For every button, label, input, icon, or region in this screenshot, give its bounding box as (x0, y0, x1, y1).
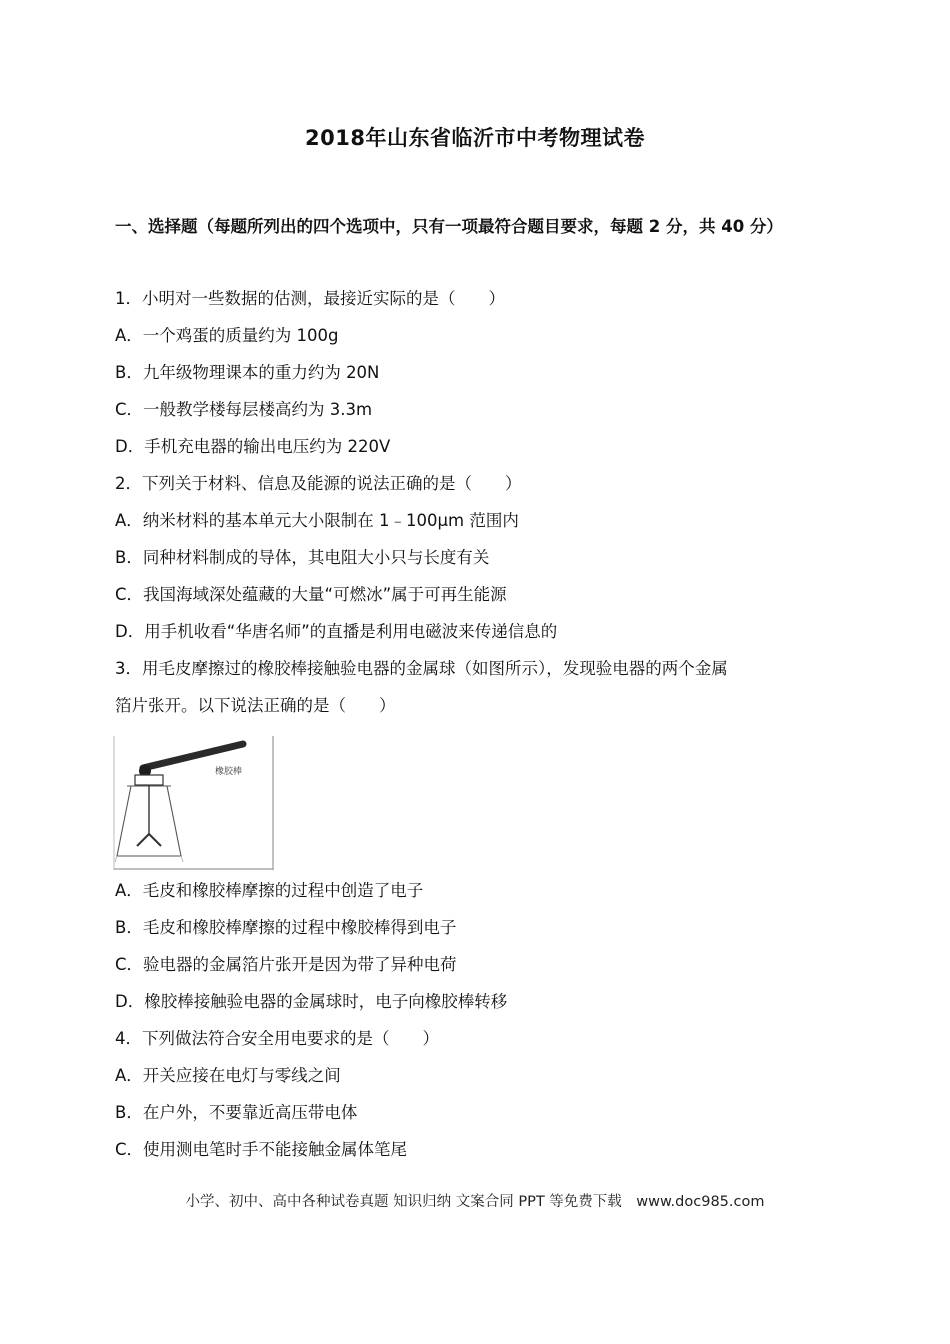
page-title: 2018年山东省临沂市中考物理试卷 (305, 126, 645, 150)
question-4: 4．下列做法符合安全用电要求的是（ ） (115, 1029, 439, 1048)
q2-option-a: A．纳米材料的基本单元大小限制在 1﹣100μm 范围内 (115, 511, 519, 530)
footer-text: 小学、初中、高中各种试卷真题 知识归纳 文案合同 PPT 等免费下载 www.doc985.com (185, 1194, 765, 1210)
q1-option-d: D．手机充电器的输出电压约为 220V (115, 437, 391, 456)
question-3: 3．用毛皮摩擦过的橡胶棒接触验电器的金属球（如图所示），发现验电器的两个金属 (115, 659, 728, 678)
q4-option-b: B．在户外，不要靠近高压带电体 (115, 1103, 358, 1122)
electroscope-illustration (113, 736, 275, 870)
q4-option-c: C．使用测电笔时手不能接触金属体笔尾 (115, 1140, 408, 1159)
q3-option-d: D．橡胶棒接触验电器的金属球时，电子向橡胶棒转移 (115, 992, 508, 1011)
q3-option-c: C．验电器的金属箔片张开是因为带了异种电荷 (115, 955, 457, 974)
q4-option-a: A．开关应接在电灯与零线之间 (115, 1066, 341, 1085)
q3-option-b: B．毛皮和橡胶棒摩擦的过程中橡胶棒得到电子 (115, 918, 457, 937)
q1-option-a: A．一个鸡蛋的质量约为 100g (115, 326, 339, 345)
electroscope-figure (113, 736, 275, 870)
question-3-cont: 箔片张开。以下说法正确的是（ ） (115, 696, 396, 715)
rod-label: 橡胶棒 (215, 767, 243, 777)
q2-option-c: C．我国海域深处蕴藏的大量“可燃冰”属于可再生能源 (115, 585, 507, 604)
q2-option-b: B．同种材料制成的导体，其电阻大小只与长度有关 (115, 548, 490, 567)
question-2: 2．下列关于材料、信息及能源的说法正确的是（ ） (115, 474, 522, 493)
section-heading: 一、选择题（每题所列出的四个选项中，只有一项最符合题目要求，每题 2 分，共 40 分） (115, 217, 783, 236)
q1-option-b: B．九年级物理课本的重力约为 20N (115, 363, 380, 382)
q1-option-c: C．一般教学楼每层楼高约为 3.3m (115, 400, 373, 419)
question-1: 1．小明对一些数据的估测，最接近实际的是（ ） (115, 289, 505, 308)
q3-option-a: A．毛皮和橡胶棒摩擦的过程中创造了电子 (115, 881, 424, 900)
q2-option-d: D．用手机收看“华唐名师”的直播是利用电磁波来传递信息的 (115, 622, 558, 641)
